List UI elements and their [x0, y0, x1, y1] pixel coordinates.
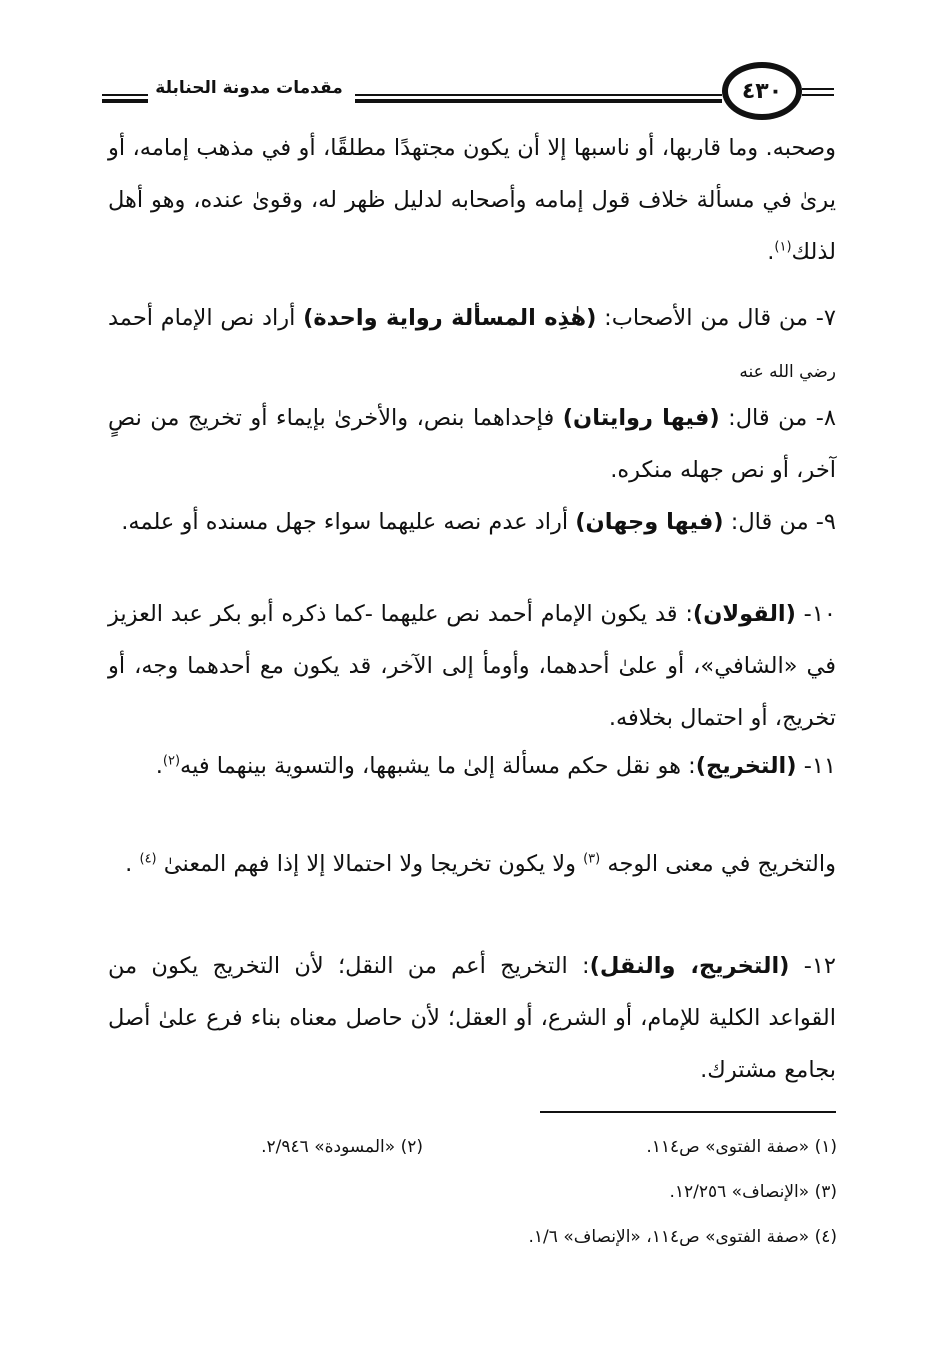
page-number: ٤٣٠ [741, 78, 783, 104]
item-11-text: : هو نقل حكم مسألة إلىٰ ما يشبهها، والتسوية بينهما فيه [180, 753, 696, 779]
item-7-term: (هٰذِه المسألة رواية واحدة) [303, 305, 597, 331]
item-7-number: ٧- [808, 305, 836, 331]
header-rule-right-1 [802, 88, 834, 90]
item-11-continuation-text-a: والتخريج في معنى الوجه [600, 851, 836, 877]
honorific-glyph: رضي الله عنه [739, 362, 836, 382]
footnote-2-number: (٢) [400, 1137, 423, 1157]
footnote-2-text: «المسودة» ٢/٩٤٦. [261, 1137, 396, 1157]
paragraph-intro-text: وصحبه. وما قاربها، أو ناسبها إلا أن يكون مجتهدًا مطلقًا، أو في مذهب إمامه، أو يرىٰ في مسألة خلاف قول إمامه وأصحابه لدليل ظهر له، وقوىٰ عنده، وهو أهل لذلك [108, 135, 836, 265]
footnote-4-number: (٤) [814, 1227, 837, 1247]
footnote-ref-3: (٣) [583, 851, 601, 867]
item-11-continuation [108, 840, 836, 940]
item-11 [108, 744, 836, 840]
item-12 [108, 940, 836, 1096]
item-11-continuation-text-b: ولا يكون تخريجا ولا احتمالا إلا إذا فهم المعنىٰ [156, 851, 584, 877]
item-9-term: (فيها وجهان) [575, 509, 724, 535]
footnote-3-text: «الإنصاف» ١٢/٢٥٦. [669, 1182, 810, 1202]
item-7-text-a: من قال من الأصحاب: [596, 305, 809, 331]
item-11-term: (التخريج) [695, 753, 797, 779]
page-number-badge [722, 62, 802, 120]
footnote-ref-4: (٤) [139, 851, 157, 867]
footnote-1-text: «صفة الفتوى» ص١١٤. [646, 1137, 810, 1157]
footnote-3 [669, 1180, 837, 1204]
footnote-4 [529, 1225, 837, 1249]
header-rule-left-2 [102, 99, 148, 103]
item-8-term: (فيها روايتان) [562, 405, 720, 431]
item-10-number: ١٠- [795, 601, 836, 627]
item-9 [108, 496, 836, 600]
item-8-text-b: فإحداهما بنص، والأخرىٰ بإيماء أو تخريج من نصٍ آخر، أو نص جهله منكره. [108, 405, 836, 483]
footnote-ref-1: (١) [774, 239, 792, 255]
footnote-separator [540, 1111, 836, 1113]
item-11-continuation-end: . [125, 851, 140, 877]
footnote-2 [261, 1135, 423, 1159]
item-12-number: ١٢- [789, 953, 837, 979]
footnote-1-number: (١) [814, 1137, 837, 1157]
item-8-number: ٨- [807, 405, 836, 431]
item-8 [108, 392, 836, 496]
running-title: مقدمات مدونة الحنابلة [155, 78, 343, 98]
footnote-1 [646, 1135, 837, 1159]
header-rule-mid-2 [355, 99, 722, 103]
item-10-term: (القولان) [692, 601, 796, 627]
item-9-text-a: من قال: [723, 509, 809, 535]
item-12-text: : التخريج أعم من النقل؛ لأن التخريج يكون من القواعد الكلية للإمام، أو الشرع، أو العقل؛ لأن حاصل معناه بناء فرع علىٰ أصل بجامع مشترك. [108, 953, 836, 1083]
item-7-text-b: أراد نص الإمام أحمد [108, 305, 304, 331]
paragraph-intro-end: . [767, 239, 775, 265]
item-7 [108, 292, 836, 400]
item-10-text: : قد يكون الإمام أحمد نص عليهما -كما ذكره أبو بكر عبد العزيز في «الشافي»، أو علىٰ أحدهما، وأومأ إلى الآخر، قد يكون مع أحدهما وجه، أو تخريج، أو احتمال بخلافه. [108, 601, 836, 731]
item-9-number: ٩- [808, 509, 836, 535]
item-11-end: . [155, 753, 163, 779]
item-10 [108, 588, 836, 744]
header-rule-mid-1 [355, 94, 722, 96]
footnote-ref-2: (٢) [162, 753, 181, 769]
item-12-term: (التخريج، والنقل) [589, 953, 790, 979]
paragraph-intro [108, 122, 836, 292]
header-rule-right-2 [802, 94, 834, 96]
footnote-3-number: (٣) [814, 1182, 837, 1202]
footnote-4-text: «صفة الفتوى» ص١١٤، «الإنصاف» ١/٦. [528, 1227, 810, 1247]
header-rule-left-1 [102, 94, 148, 96]
item-9-text-b: أراد عدم نصه عليهما سواء جهل مسنده أو علمه. [121, 509, 576, 535]
item-11-number: ١١- [796, 753, 836, 779]
item-8-text-a: من قال: [719, 405, 808, 431]
